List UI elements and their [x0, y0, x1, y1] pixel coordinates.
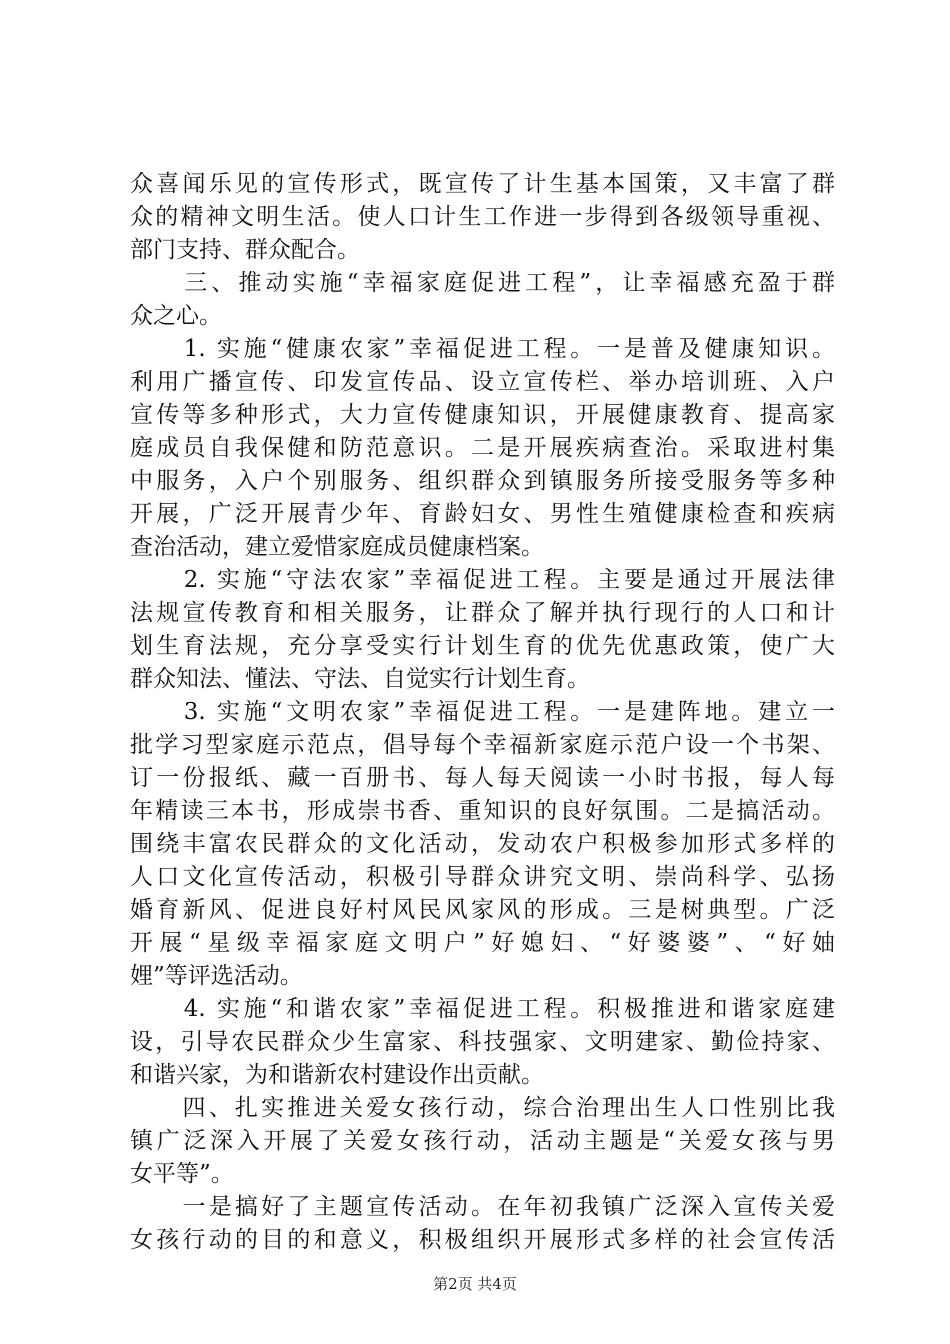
text-line: 四、扎实推进关爱女孩行动，综合治理出生人口性别比我 — [130, 1095, 835, 1121]
text-line: 娌”等评选活动。 — [130, 963, 303, 989]
text-line: 法规宣传教育和相关服务，让群众了解并执行现行的人口和计 — [130, 600, 835, 626]
text-line: 围绕丰富农民群众的文化活动，发动农户积极参加形式多样的 — [130, 831, 835, 857]
text-line: 一是搞好了主题宣传活动。在年初我镇广泛深入宣传关爱 — [130, 1194, 835, 1220]
text-line: 订一份报纸、藏一百册书、每人每天阅读一小时书报，每人每 — [130, 765, 835, 791]
text-line: 众喜闻乐见的宣传形式，既宣传了计生基本国策，又丰富了群 — [130, 171, 835, 197]
text-line: 人口文化宣传活动，积极引导群众讲究文明、崇尚科学、弘扬 — [130, 864, 835, 890]
text-line: 4. 实施“和谐农家”幸福促进工程。积极推进和谐家庭建 — [130, 996, 835, 1022]
text-line: 年精读三本书，形成崇书香、重知识的良好氛围。二是搞活动。 — [130, 798, 835, 824]
text-line: 三、推动实施“幸福家庭促进工程”，让幸福感充盈于群 — [130, 270, 835, 296]
text-line: 1. 实施“健康农家”幸福促进工程。一是普及健康知识。 — [130, 336, 835, 362]
text-line: 开展，广泛开展青少年、育龄妇女、男性生殖健康检查和疾病 — [130, 501, 835, 527]
body-text — [130, 168, 835, 1257]
text-line: 镇广泛深入开展了关爱女孩行动，活动主题是“关爱女孩与男 — [130, 1128, 835, 1154]
text-line: 利用广播宣传、印发宣传品、设立宣传栏、举办培训班、入户 — [130, 369, 835, 395]
text-line: 众之心。 — [130, 303, 222, 329]
page-footer: 第2页 共4页 — [433, 1275, 517, 1293]
text-line: 查治活动，建立爱惜家庭成员健康档案。 — [130, 534, 544, 560]
text-line: 开展“星级幸福家庭文明户”好媳妇、“好婆婆”、“好妯 — [130, 930, 835, 956]
text-line: 中服务，入户个别服务、组织群众到镇服务所接受服务等多种 — [130, 468, 835, 494]
text-line: 宣传等多种形式，大力宣传健康知识，开展健康教育、提高家 — [130, 402, 835, 428]
text-line: 2. 实施“守法农家”幸福促进工程。主要是通过开展法律 — [130, 567, 835, 593]
text-line: 部门支持、群众配合。 — [130, 237, 360, 263]
text-line: 设，引导农民群众少生富家、科技强家、文明建家、勤俭持家、 — [130, 1029, 835, 1055]
text-line: 女孩行动的目的和意义，积极组织开展形式多样的社会宣传活 — [130, 1227, 835, 1253]
text-line: 群众知法、懂法、守法、自觉实行计划生育。 — [130, 666, 590, 692]
text-line: 庭成员自我保健和防范意识。二是开展疾病查治。采取进村集 — [130, 435, 835, 461]
text-line: 女平等”。 — [130, 1161, 234, 1187]
text-line: 3. 实施“文明农家”幸福促进工程。一是建阵地。建立一 — [130, 699, 835, 725]
text-line: 批学习型家庭示范点，倡导每个幸福新家庭示范户设一个书架、 — [130, 732, 835, 758]
text-line: 划生育法规，充分享受实行计划生育的优先优惠政策，使广大 — [130, 633, 835, 659]
text-line: 婚育新风、促进良好村风民风家风的形成。三是树典型。广泛 — [130, 897, 835, 923]
text-line: 众的精神文明生活。使人口计生工作进一步得到各级领导重视、 — [130, 204, 835, 230]
text-line: 和谐兴家，为和谐新农村建设作出贡献。 — [130, 1062, 544, 1088]
